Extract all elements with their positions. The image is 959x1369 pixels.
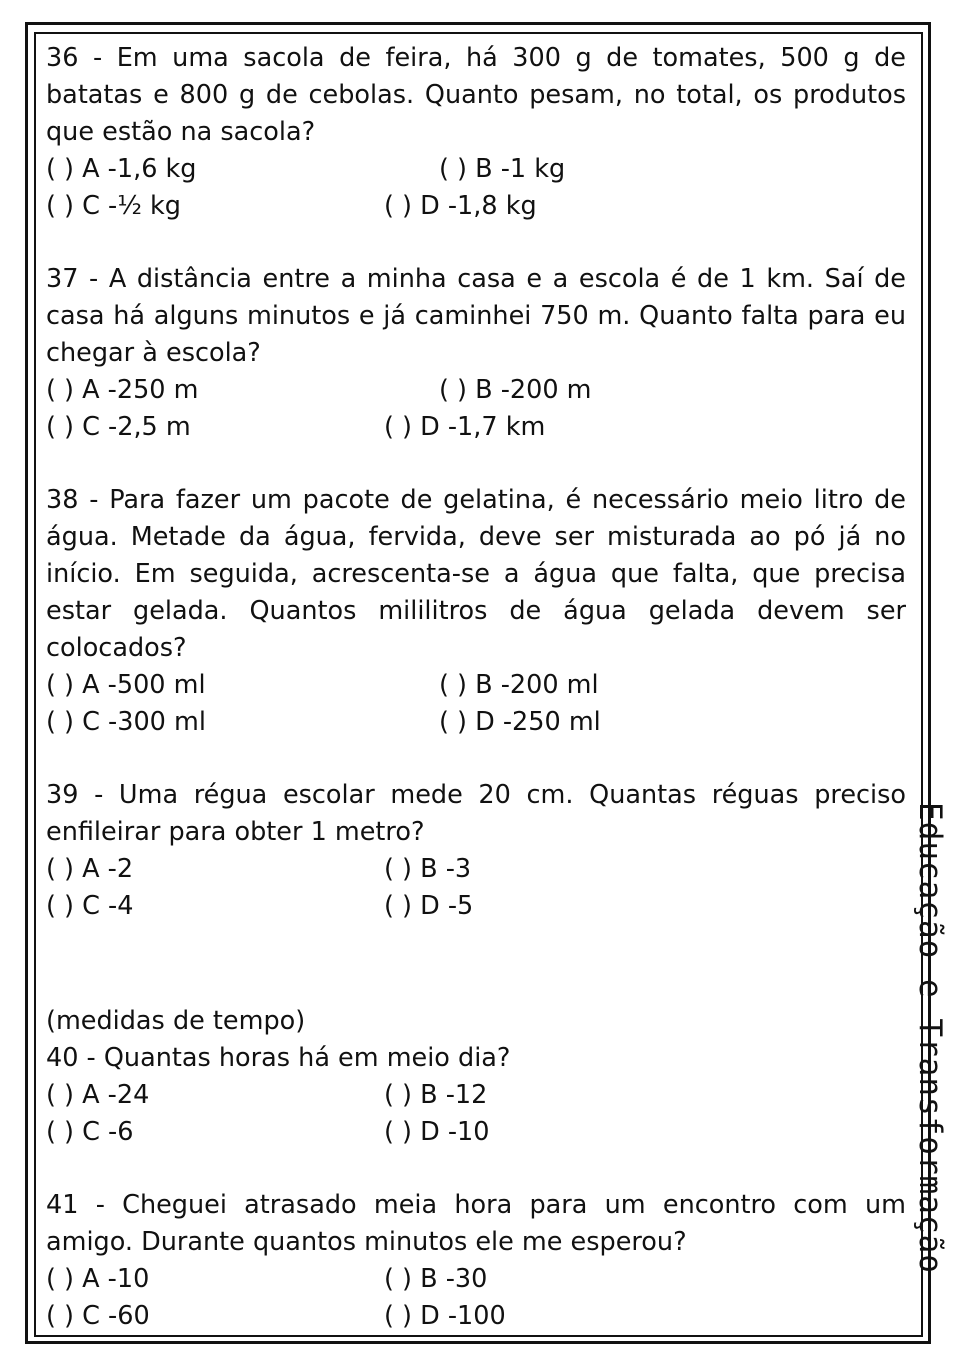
question-36 <box>46 40 906 225</box>
option-d[interactable]: ( ) D -100 <box>384 1301 506 1331</box>
worksheet-content <box>46 40 906 1335</box>
option-d[interactable]: ( ) D -1,7 km <box>384 412 546 442</box>
option-a[interactable]: ( ) A -2 <box>46 854 134 884</box>
option-c[interactable]: ( ) C -2,5 m <box>46 412 191 442</box>
option-c[interactable]: ( ) C -6 <box>46 1117 134 1147</box>
options-row-1 <box>46 1261 906 1298</box>
option-a[interactable]: ( ) A -1,6 kg <box>46 154 197 184</box>
question-text: 40 - Quantas horas há em meio dia? <box>46 1043 511 1073</box>
question-39 <box>46 777 906 925</box>
question-text: 39 - Uma régua escolar mede 20 cm. Quantas réguas preciso enfileirar para obter 1 metro? <box>46 780 906 847</box>
option-a[interactable]: ( ) A -24 <box>46 1080 150 1110</box>
option-a[interactable]: ( ) A -500 ml <box>46 670 206 700</box>
options-row-1 <box>46 151 906 188</box>
side-caption <box>904 783 956 1293</box>
side-caption-text: Educação e Transformação <box>912 802 948 1274</box>
option-d[interactable]: ( ) D -250 ml <box>439 707 601 737</box>
question-40 <box>46 1040 906 1151</box>
option-d[interactable]: ( ) D -10 <box>384 1117 490 1147</box>
options-row-2 <box>46 188 906 225</box>
options-row-2 <box>46 704 906 741</box>
options-row-2 <box>46 1114 906 1151</box>
option-d[interactable]: ( ) D -5 <box>384 891 474 921</box>
question-text: 36 - Em uma sacola de feira, há 300 g de tomates, 500 g de batatas e 800 g de cebolas. Quanto pesam, no total, os produtos que estão na sacola? <box>46 43 906 147</box>
option-a[interactable]: ( ) A -250 m <box>46 375 199 405</box>
options-row-1 <box>46 372 906 409</box>
option-c[interactable]: ( ) C -4 <box>46 891 134 921</box>
option-c[interactable]: ( ) C -½ kg <box>46 191 181 221</box>
option-b[interactable]: ( ) B -30 <box>384 1264 488 1294</box>
question-41 <box>46 1187 906 1335</box>
question-37 <box>46 261 906 446</box>
option-b[interactable]: ( ) B -1 kg <box>439 154 566 184</box>
option-b[interactable]: ( ) B -3 <box>384 854 472 884</box>
options-row-1 <box>46 667 906 704</box>
options-row-2 <box>46 409 906 446</box>
question-text: 41 - Cheguei atrasado meia hora para um encontro com um amigo. Durante quantos minutos ele me esperou? <box>46 1190 906 1257</box>
option-b[interactable]: ( ) B -12 <box>384 1080 488 1110</box>
question-text: 37 - A distância entre a minha casa e a escola é de 1 km. Saí de casa há alguns minutos e já caminhei 750 m. Quanto falta para eu chegar à escola? <box>46 264 906 368</box>
option-b[interactable]: ( ) B -200 m <box>439 375 592 405</box>
option-a[interactable]: ( ) A -10 <box>46 1264 150 1294</box>
options-row-1 <box>46 1077 906 1114</box>
option-c[interactable]: ( ) C -60 <box>46 1301 150 1331</box>
question-text: 38 - Para fazer um pacote de gelatina, é necessário meio litro de água. Metade da água, fervida, deve ser misturada ao pó já no início. Em seguida, acrescenta-se a água que falta, que precisa estar gelada. Quantos mililitros de água gelada devem ser colocados? <box>46 485 906 663</box>
section-heading: (medidas de tempo) <box>46 1006 306 1036</box>
options-row-2 <box>46 888 906 925</box>
options-row-1 <box>46 851 906 888</box>
option-d[interactable]: ( ) D -1,8 kg <box>384 191 537 221</box>
option-b[interactable]: ( ) B -200 ml <box>439 670 599 700</box>
question-38 <box>46 482 906 741</box>
option-c[interactable]: ( ) C -300 ml <box>46 707 206 737</box>
options-row-2 <box>46 1298 906 1335</box>
